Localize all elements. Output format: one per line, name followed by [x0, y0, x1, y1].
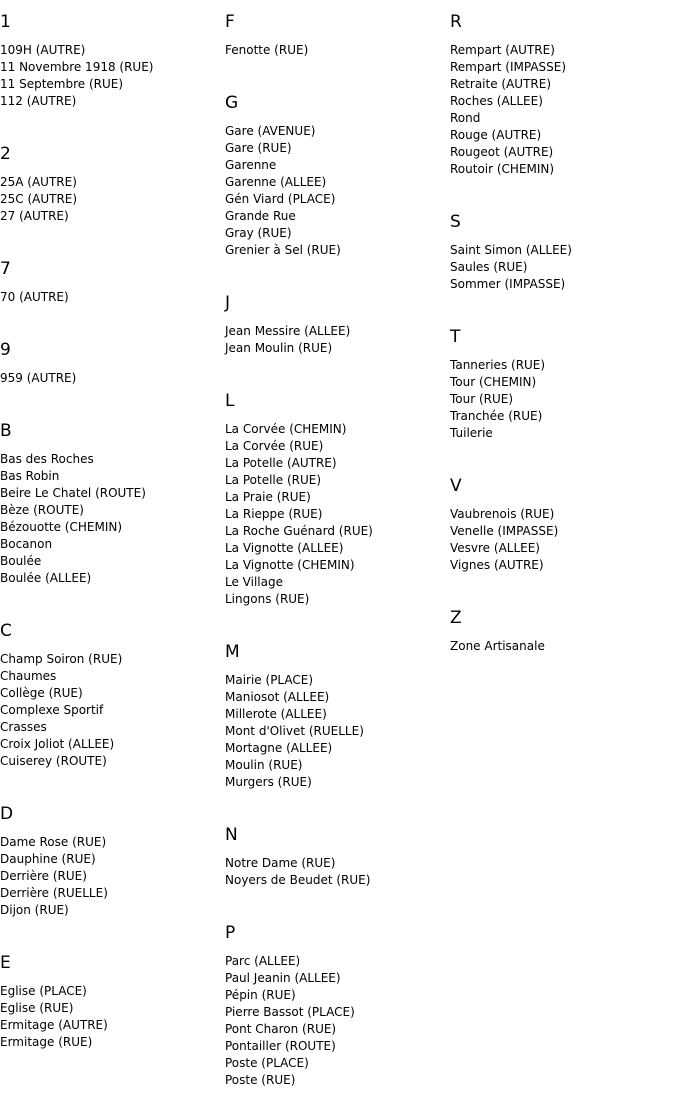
street-link[interactable]: Pont Charon (RUE)	[225, 1022, 337, 1036]
street-column-2	[225, 0, 445, 1111]
street-link[interactable]: 109H (AUTRE)	[0, 43, 86, 57]
street-link[interactable]: Tranchée (RUE)	[450, 409, 543, 423]
letter-heading: 1	[0, 12, 11, 32]
street-link[interactable]: Garenne (ALLEE)	[225, 175, 327, 189]
street-link[interactable]: Boulée	[0, 554, 42, 568]
street-link[interactable]: Rempart (IMPASSE)	[450, 60, 567, 74]
street-link[interactable]: 959 (AUTRE)	[0, 371, 77, 385]
street-link[interactable]: Grenier à Sel (RUE)	[225, 243, 341, 257]
street-list	[450, 628, 670, 677]
street-link[interactable]: Paul Jeanin (ALLEE)	[225, 971, 341, 985]
street-link[interactable]: Beire Le Chatel (ROUTE)	[0, 486, 146, 500]
street-list	[450, 496, 670, 596]
letter-heading: B	[0, 421, 12, 441]
street-link[interactable]: Tour (RUE)	[450, 392, 514, 406]
street-link[interactable]: Gare (AVENUE)	[225, 124, 316, 138]
street-link[interactable]: Dame Rose (RUE)	[0, 835, 107, 849]
street-link[interactable]: Lingons (RUE)	[225, 592, 310, 606]
street-list	[225, 411, 445, 630]
street-link[interactable]: Derrière (RUE)	[0, 869, 87, 883]
street-link[interactable]: Gray (RUE)	[225, 226, 292, 240]
street-link[interactable]: Ermitage (AUTRE)	[0, 1018, 108, 1032]
letter-heading: 7	[0, 259, 11, 279]
street-link[interactable]: Vaubrenois (RUE)	[450, 507, 555, 521]
street-link[interactable]: Tanneries (RUE)	[450, 358, 546, 372]
street-link[interactable]: Garenne	[225, 158, 277, 172]
street-link[interactable]: Jean Moulin (RUE)	[225, 341, 333, 355]
street-list	[225, 662, 445, 813]
street-link[interactable]: 70 (AUTRE)	[0, 290, 69, 304]
letter-heading: D	[0, 804, 14, 824]
street-link[interactable]: Pontailler (ROUTE)	[225, 1039, 336, 1053]
letter-heading: P	[225, 923, 236, 943]
street-link[interactable]: Eglise (RUE)	[0, 1001, 74, 1015]
letter-group	[0, 792, 220, 941]
street-list	[0, 279, 220, 328]
street-link[interactable]: Noyers de Beudet (RUE)	[225, 873, 371, 887]
street-link[interactable]: Moulin (RUE)	[225, 758, 303, 772]
street-link[interactable]: Le Village	[225, 575, 283, 589]
street-link[interactable]: La Vignotte (CHEMIN)	[225, 558, 355, 572]
street-list	[0, 32, 220, 132]
street-link[interactable]: Maniosot (ALLEE)	[225, 690, 330, 704]
letter-group	[450, 315, 670, 464]
street-link[interactable]: Derrière (RUELLE)	[0, 886, 108, 900]
letter-group	[0, 941, 220, 1073]
letter-group	[450, 200, 670, 315]
street-column-3	[450, 0, 670, 677]
street-link[interactable]: Vesvre (ALLEE)	[450, 541, 540, 555]
street-link[interactable]: Croix Joliot (ALLEE)	[0, 737, 115, 751]
street-link[interactable]: Grande Rue	[225, 209, 296, 223]
street-link[interactable]: 11 Septembre (RUE)	[0, 77, 124, 91]
street-list	[0, 164, 220, 247]
letter-heading: E	[0, 953, 11, 973]
letter-heading: T	[450, 327, 461, 347]
street-link[interactable]: Roches (ALLEE)	[450, 94, 543, 108]
street-link[interactable]: Jean Messire (ALLEE)	[225, 324, 351, 338]
street-link[interactable]: Vignes (AUTRE)	[450, 558, 544, 572]
street-link[interactable]: La Roche Guénard (RUE)	[225, 524, 373, 538]
letter-group	[0, 328, 220, 409]
letter-group	[225, 379, 445, 630]
street-link[interactable]: Poste (RUE)	[225, 1073, 296, 1087]
street-link[interactable]: Dauphine (RUE)	[0, 852, 96, 866]
street-link[interactable]: Tuilerie	[450, 426, 493, 440]
street-link[interactable]: Bocanon	[0, 537, 53, 551]
street-link[interactable]: Champ Soiron (RUE)	[0, 652, 123, 666]
street-link[interactable]: Rond	[450, 111, 481, 125]
street-link[interactable]: Bas Robin	[0, 469, 60, 483]
letter-group	[225, 81, 445, 281]
street-link[interactable]: Chaumes	[0, 669, 57, 683]
street-link[interactable]: Millerote (ALLEE)	[225, 707, 327, 721]
street-link[interactable]: Gén Viard (PLACE)	[225, 192, 336, 206]
street-link[interactable]: La Vignotte (ALLEE)	[225, 541, 344, 555]
letter-group	[0, 132, 220, 247]
street-list	[225, 845, 445, 911]
letter-heading: N	[225, 825, 238, 845]
street-link[interactable]: Collège (RUE)	[0, 686, 83, 700]
street-link[interactable]: Mairie (PLACE)	[225, 673, 314, 687]
street-link[interactable]: Bèze (ROUTE)	[0, 503, 84, 517]
letter-heading: M	[225, 642, 240, 662]
street-list	[0, 973, 220, 1073]
street-link[interactable]: Saules (RUE)	[450, 260, 528, 274]
street-link[interactable]: Ermitage (RUE)	[0, 1035, 93, 1049]
letter-group	[225, 630, 445, 813]
street-list	[225, 113, 445, 281]
letter-group	[225, 911, 445, 1111]
street-link[interactable]: Bézouotte (CHEMIN)	[0, 520, 123, 534]
street-link[interactable]: Eglise (PLACE)	[0, 984, 87, 998]
letter-heading: R	[450, 12, 462, 32]
letter-heading: S	[450, 212, 461, 232]
street-list	[225, 943, 445, 1111]
letter-heading: C	[0, 621, 12, 641]
letter-heading: F	[225, 12, 235, 32]
street-link[interactable]: Poste (PLACE)	[225, 1056, 309, 1070]
street-column-1	[0, 0, 220, 1073]
letter-heading: G	[225, 93, 239, 113]
street-link[interactable]: Crasses	[0, 720, 47, 734]
street-link[interactable]: Venelle (IMPASSE)	[450, 524, 559, 538]
street-list	[0, 641, 220, 792]
street-link[interactable]: Pierre Bassot (PLACE)	[225, 1005, 355, 1019]
letter-group	[0, 609, 220, 792]
street-link[interactable]: 112 (AUTRE)	[0, 94, 77, 108]
street-link[interactable]: Gare (RUE)	[225, 141, 292, 155]
street-link[interactable]: Mortagne (ALLEE)	[225, 741, 333, 755]
street-list	[450, 32, 670, 200]
letter-group	[225, 281, 445, 379]
street-link[interactable]: Tour (CHEMIN)	[450, 375, 537, 389]
street-list	[0, 441, 220, 609]
street-list	[450, 347, 670, 464]
letter-heading: L	[225, 391, 235, 411]
street-link[interactable]: 25C (AUTRE)	[0, 192, 78, 206]
street-list	[450, 232, 670, 315]
street-link[interactable]: Pépin (RUE)	[225, 988, 296, 1002]
letter-heading: 9	[0, 340, 11, 360]
street-link[interactable]: Saint Simon (ALLEE)	[450, 243, 572, 257]
street-link[interactable]: La Corvée (RUE)	[225, 439, 324, 453]
street-list	[0, 360, 220, 409]
letter-heading: 2	[0, 144, 11, 164]
street-link[interactable]: Dijon (RUE)	[0, 903, 69, 917]
street-link[interactable]: Rouge (AUTRE)	[450, 128, 542, 142]
street-link[interactable]: Notre Dame (RUE)	[225, 856, 336, 870]
letter-group	[450, 464, 670, 596]
street-link[interactable]: Bas des Roches	[0, 452, 94, 466]
letter-heading: Z	[450, 608, 462, 628]
street-link[interactable]: La Potelle (RUE)	[225, 473, 322, 487]
street-link[interactable]: Sommer (IMPASSE)	[450, 277, 566, 291]
street-link[interactable]: Rougeot (AUTRE)	[450, 145, 554, 159]
street-link[interactable]: Boulée (ALLEE)	[0, 571, 92, 585]
street-link[interactable]: Parc (ALLEE)	[225, 954, 301, 968]
street-link[interactable]: La Praie (RUE)	[225, 490, 311, 504]
letter-group	[0, 247, 220, 328]
street-link[interactable]: Complexe Sportif	[0, 703, 104, 717]
street-link[interactable]: Mont d'Olivet (RUELLE)	[225, 724, 364, 738]
street-link[interactable]: Murgers (RUE)	[225, 775, 312, 789]
street-link[interactable]: Zone Artisanale	[450, 639, 545, 653]
letter-group	[0, 409, 220, 609]
street-link[interactable]: La Potelle (AUTRE)	[225, 456, 337, 470]
street-link[interactable]: 11 Novembre 1918 (RUE)	[0, 60, 154, 74]
street-link[interactable]: Retraite (AUTRE)	[450, 77, 552, 91]
street-link[interactable]: Cuiserey (ROUTE)	[0, 754, 107, 768]
letter-group	[450, 0, 670, 200]
street-link[interactable]: Fenotte (RUE)	[225, 43, 309, 57]
letter-group	[0, 0, 220, 132]
street-list	[0, 824, 220, 941]
letter-group	[225, 0, 445, 81]
street-link[interactable]: Routoir (CHEMIN)	[450, 162, 555, 176]
letter-heading: V	[450, 476, 462, 496]
street-link[interactable]: La Rieppe (RUE)	[225, 507, 323, 521]
street-link[interactable]: Rempart (AUTRE)	[450, 43, 555, 57]
letter-group	[225, 813, 445, 911]
letter-heading: J	[225, 293, 231, 313]
street-link[interactable]: 25A (AUTRE)	[0, 175, 77, 189]
street-link[interactable]: 27 (AUTRE)	[0, 209, 69, 223]
street-list	[225, 32, 445, 81]
letter-group	[450, 596, 670, 677]
street-link[interactable]: La Corvée (CHEMIN)	[225, 422, 347, 436]
street-list	[225, 313, 445, 379]
